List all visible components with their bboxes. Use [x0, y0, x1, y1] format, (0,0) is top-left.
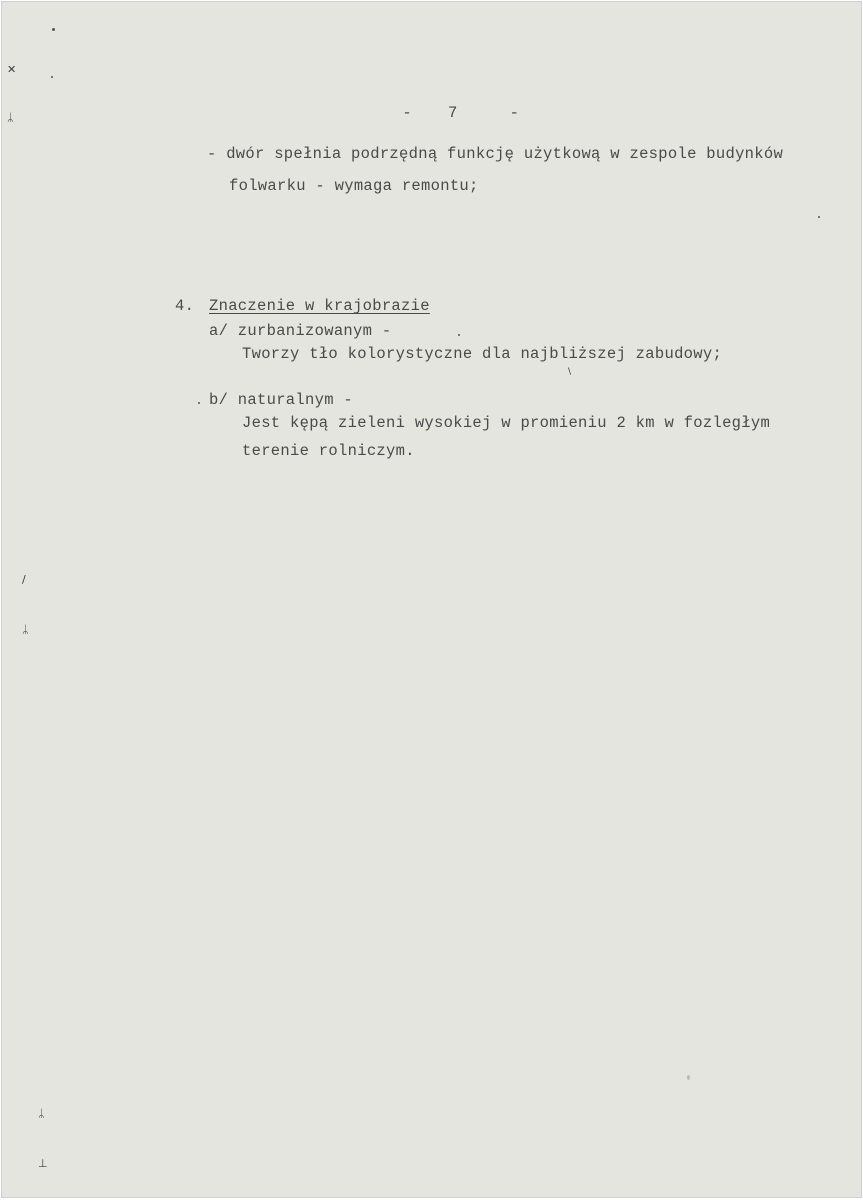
- document-page: [1, 1, 862, 1198]
- item-a-text: Tworzy tło kolorystyczne dla najbliższej zabudowy;: [242, 345, 723, 363]
- item-a-label: a/ zurbanizowanym -: [209, 322, 392, 340]
- item-b-label: b/ naturalnym -: [209, 391, 354, 409]
- margin-tick-mark: ᛦ: [7, 111, 14, 124]
- scan-speck: [198, 402, 200, 404]
- scan-speck: [818, 216, 820, 218]
- page-number-dash-left: -: [402, 103, 413, 122]
- page-number-dash-right: -: [509, 103, 520, 122]
- scan-speck: [687, 1075, 690, 1080]
- margin-tick-mark: /: [22, 573, 27, 586]
- page-number: [364, 90, 519, 137]
- margin-tick-mark: ᛦ: [22, 623, 29, 636]
- paragraph-line-2: folwarku - wymaga remontu;: [229, 177, 479, 195]
- scan-speck: [52, 28, 55, 31]
- scan-speck: \: [568, 367, 572, 377]
- margin-tick-mark: ᛦ: [38, 1107, 45, 1120]
- scan-speck: [458, 334, 460, 336]
- paragraph-line-1: - dwór spełnia podrzędną funkcję użytkową w zespole budynków: [207, 145, 784, 163]
- margin-tick-mark: ✕: [7, 63, 17, 76]
- item-b-text-line-2: terenie rolniczym.: [242, 442, 415, 460]
- section-title: Znaczenie w krajobrazie: [209, 297, 430, 315]
- page-number-value: 7: [448, 103, 458, 122]
- margin-tick-mark: ⊥: [38, 1157, 48, 1170]
- section-number: 4.: [175, 297, 195, 315]
- item-b-text-line-1: Jest kępą zieleni wysokiej w promieniu 2 km w fozległym: [242, 414, 771, 432]
- scan-speck: [51, 76, 53, 78]
